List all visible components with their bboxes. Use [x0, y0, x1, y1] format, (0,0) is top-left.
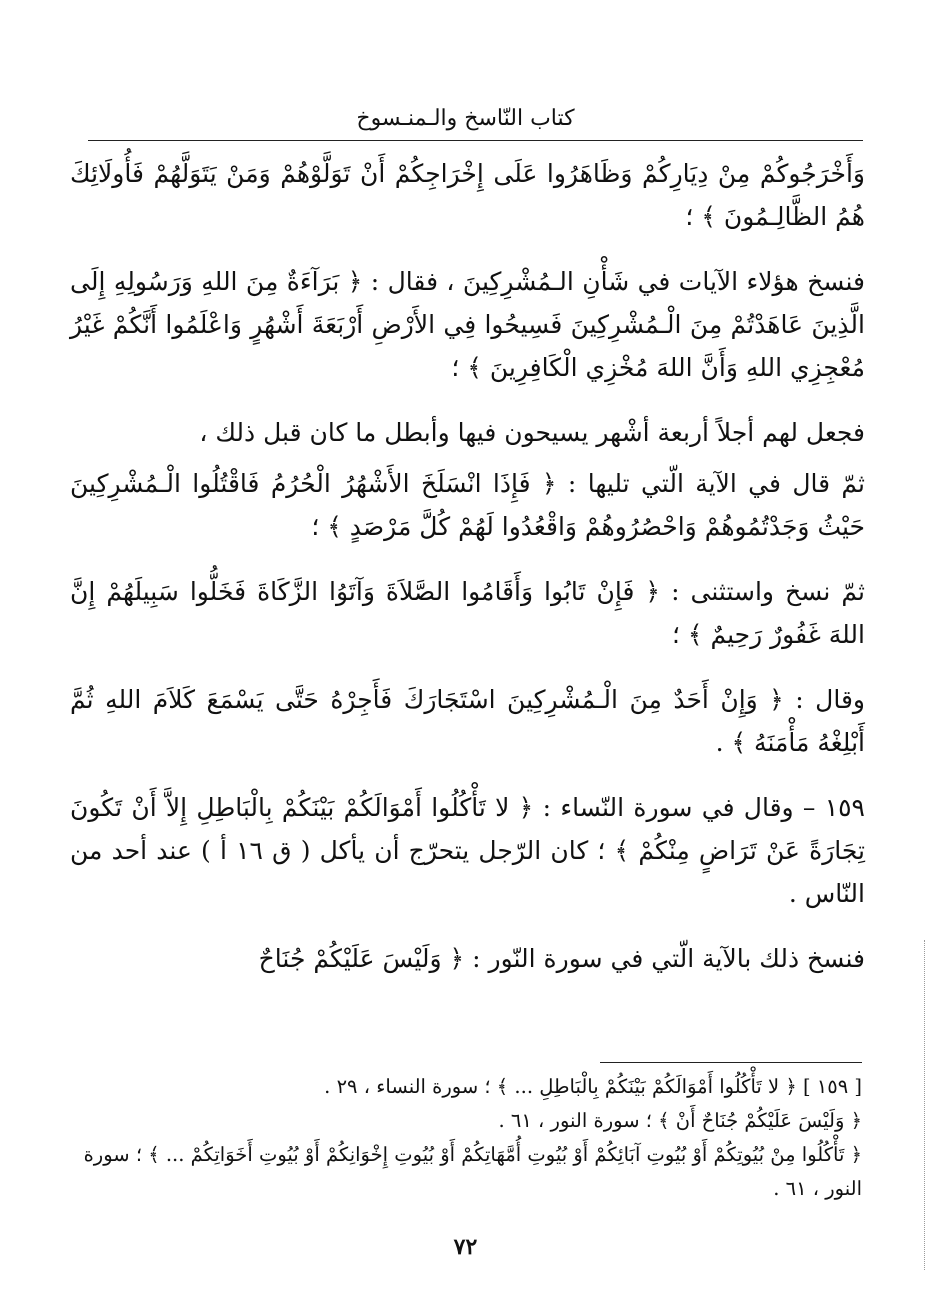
- paragraph-7: ١٥٩ – وقال في سورة النّساء : ﴿ لا تَأْكُلُوا أَمْوَالَكُمْ بَيْنَكُمْ بِالْبَاطِلِ إِلاَّ أَنْ تَكُونَ تِجَارَةً عَنْ تَرَاضٍ مِنْكُمْ ﴾ ؛ كان الرّجل يتحرّج أن يأكل ( ق ١٦ أ ) عند أحد من النّاس .: [70, 793, 865, 908]
- paragraph-6: وقال : ﴿ وَإِنْ أَحَدٌ مِنَ الْـمُشْرِكِينَ اسْتَجَارَكَ فَأَجِرْهُ حَتَّى يَسْمَعَ كَلاَمَ اللهِ ثُمَّ أَبْلِغْهُ مَأْمَنَهُ ﴾ .: [70, 685, 865, 757]
- footnote-3: ﴿ تَأْكُلُوا مِنْ بُيُوتِكُمْ أَوْ بُيُوتِ آبَائِكُمْ أَوْ بُيُوتِ أُمَّهَاتِكُمْ أَوْ بُيُوتِ إِخْوَانِكُمْ أَوْ بُيُوتِ أَخَوَاتِكُمْ ... ﴾ ؛ سورة النور ، ٦١ .: [83, 1143, 862, 1200]
- page-number: ٧٢: [453, 1234, 478, 1260]
- main-text: [70, 152, 865, 1002]
- footnote-2: ﴿ وَلَيْسَ عَلَيْكُمْ جُنَاحٌ أَنْ ﴾ ؛ سورة النور ، ٦١ .: [498, 1109, 862, 1132]
- footnote-divider: [600, 1062, 862, 1063]
- paragraph-5: ثمّ نسخ واستثنى : ﴿ فَإِنْ تَابُوا وَأَقَامُوا الصَّلاَةَ وَآتَوُا الزَّكَاةَ فَخَلُّوا سَبِيلَهُمْ إِنَّ اللهَ غَفُورٌ رَحِيمٌ ﴾ ؛: [70, 577, 865, 649]
- paragraph-4: ثمّ قال في الآية الّتي تليها : ﴿ فَإِذَا انْسَلَخَ الأَشْهُرُ الْحُرُمُ فَاقْتُلُوا الْـمُشْرِكِينَ حَيْثُ وَجَدْتُمُوهُمْ وَاحْصُرُوهُمْ وَاقْعُدُوا لَهُمْ كُلَّ مَرْصَدٍ ﴾ ؛: [70, 469, 865, 541]
- footnotes: [62, 1070, 862, 1206]
- paragraph-3: فجعل لهم أجلاً أربعة أشْهر يسيحون فيها وأبطل ما كان قبل ذلك ،: [199, 418, 865, 447]
- paragraph-2: فنسخ هؤلاء الآيات في شَأْنِ الـمُشْرِكِينَ ، فقال : ﴿ بَرَآءَةٌ مِنَ اللهِ وَرَسُولِهِ إِلَى الَّذِينَ عَاهَدْتُمْ مِنَ الْـمُشْرِكِينَ فَسِيحُوا فِي الأَرْضِ أَرْبَعَةَ أَشْهُرٍ وَاعْلَمُوا أَنَّكُمْ غَيْرُ مُعْجِزِي اللهِ وَأَنَّ اللهَ مُخْزِي الْكَافِرِينَ ﴾ ؛: [70, 267, 865, 382]
- paragraph-8: فنسخ ذلك بالآية الّتي في سورة النّور : ﴿ وَلَيْسَ عَلَيْكُمْ جُنَاحٌ: [258, 944, 865, 973]
- header-divider: [88, 140, 863, 141]
- scan-edge-mark: [924, 940, 925, 1270]
- running-header: كتاب النّاسخ والـمنـسوخ: [356, 106, 575, 131]
- paragraph-1: وَأَخْرَجُوكُمْ مِنْ دِيَارِكُمْ وَظَاهَرُوا عَلَى إِخْرَاجِكُمْ أَنْ تَوَلَّوْهُمْ وَمَنْ يَتَوَلَّهُمْ فَأُولَائِكَ هُمُ الظَّالِـمُونَ ﴾ ؛: [70, 159, 865, 231]
- footnote-1: [ ١٥٩ ] ﴿ لا تَأْكُلُوا أَمْوَالَكُمْ بَيْنَكُمْ بِالْبَاطِلِ ... ﴾ ؛ سورة النساء ، ٢٩ .: [324, 1075, 862, 1098]
